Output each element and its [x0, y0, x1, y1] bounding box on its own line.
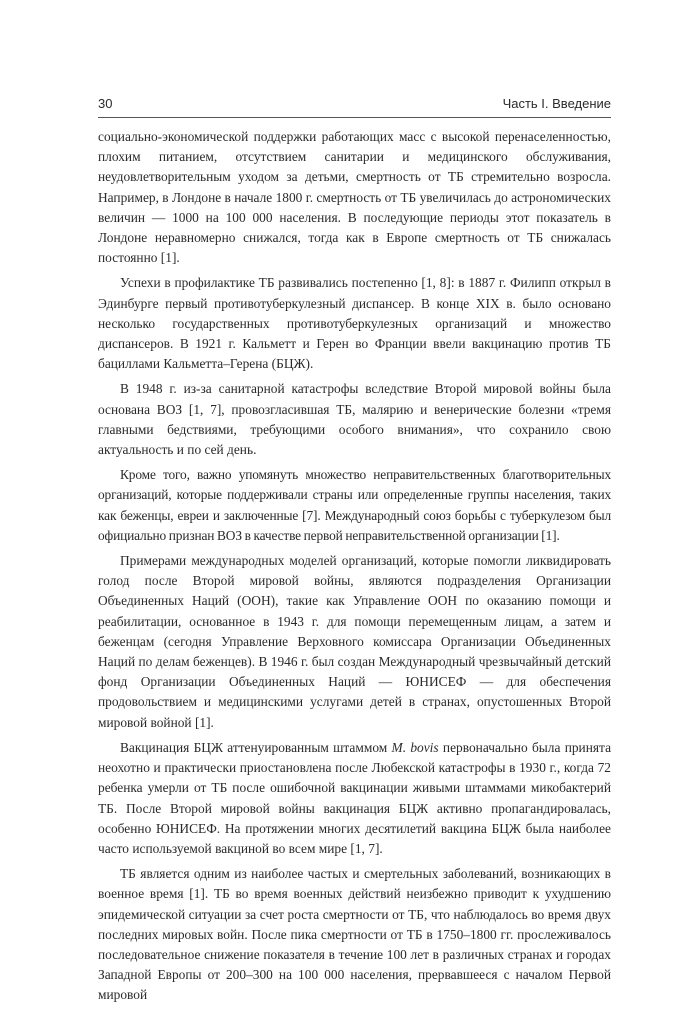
- bcg-text-after: первоначально была принята неохотно и практически приостановлена после Любекской катастрофы в 1930 г., когда 72 ребенка умерли от ТБ после ошибочной вакцинации живыми штаммами микобактерий ТБ. После Второй мировой войны вакцинация БЦЖ активно пропагандировалась, особенно ЮНИСЕФ. На протяжении многих десятилетий вакцина БЦЖ была наиболее часто используемой вакциной во всем мире [1, 7].: [98, 739, 612, 856]
- bcg-strain-name: M. bovis: [391, 739, 439, 755]
- header-rule: [98, 117, 611, 118]
- body-text: [98, 127, 611, 1011]
- bcg-text-before: Вакцинация БЦЖ аттенуированным штаммом: [120, 739, 392, 755]
- section-title: Часть I. Введение: [502, 96, 611, 111]
- paragraph-tb-wartime: ТБ является одним из наиболее частых и смертельных заболеваний, возникающих в военное время [1]. ТБ во время военных действий неизбежно приводит к ухудшению эпидемической ситуации за счет роста смертности от ТБ, что наблюдалось во время двух последних мировых войн. После пика смертности от ТБ в 1750–1800 гг. прослеживалось последовательное снижение показателя в течение 100 лет в различных странах и городах Западной Европы от 200–300 на 100 000 населения, прервавшееся с началом Первой мировой: [98, 866, 611, 1003]
- paragraph-continuation: социально-экономической поддержки работающих масс с высокой перенаселенностью, плохим питанием, отсутствием санитарии и медицинского обслуживания, неудовлетворительным уходом за детьми, смертность от ТБ стремительно возросла. Например, в Лондоне в начале 1800 г. смертность от ТБ увеличилась до астрономических величин — 1000 на 100 000 населения. В последующие периоды этот показатель в Лондоне неравномерно снижался, тогда как в Европе смертность от ТБ снижалась постоянно [1].: [98, 129, 611, 266]
- paragraph-prevention-history: Успехи в профилактике ТБ развивались постепенно [1, 8]: в 1887 г. Филипп открыл в Эдинбурге первый противотуберкулезный диспансер. В конце XIX в. было основано несколько государственных противотуберкулезных организаций и множество диспансеров. В 1921 г. Кальметт и Герен во Франции ввели вакцинацию против ТБ бациллами Кальметта–Герена (БЦЖ).: [98, 275, 611, 372]
- running-header: [98, 94, 611, 114]
- paragraph-ngo: Кроме того, важно упомянуть множество неправительственных благотворительных организаций, которые поддерживали страны или определенные группы населения, таких как беженцы, евреи и заключенные [7]. Международный союз борьбы с туберкулезом был официально признан ВОЗ в качестве первой неправительственной организации [1].: [98, 467, 611, 543]
- paragraph-who-founding: В 1948 г. из-за санитарной катастрофы вследствие Второй мировой войны была основана ВОЗ [1, 7], провозгласившая ТБ, малярию и венерические болезни «тремя главными бедствиями, требующими особого внимания», что сохранило свою актуальность и по сей день.: [98, 381, 611, 458]
- paragraph-un-models: Примерами международных моделей организаций, которые помогли ликвидировать голод после Второй мировой войны, являются подразделения Организации Объединенных Наций (ООН), такие как Управление ООН по оказанию помощи и реабилитации, основанное в 1943 г. для помощи перемещенным лицам, а затем и беженцам (сегодня Управление Верховного комиссара Организации Объединенных Наций по делам беженцев). В 1946 г. был создан Международный чрезвычайный детский фонд Организации Объединенных Наций — ЮНИСЕФ — для обеспечения продовольствием и медицинскими услугами детей в странах, опустошенных Второй мировой войной [1].: [98, 553, 611, 730]
- page-number: 30: [98, 96, 113, 111]
- paragraph-bcg-vaccination: [98, 738, 611, 859]
